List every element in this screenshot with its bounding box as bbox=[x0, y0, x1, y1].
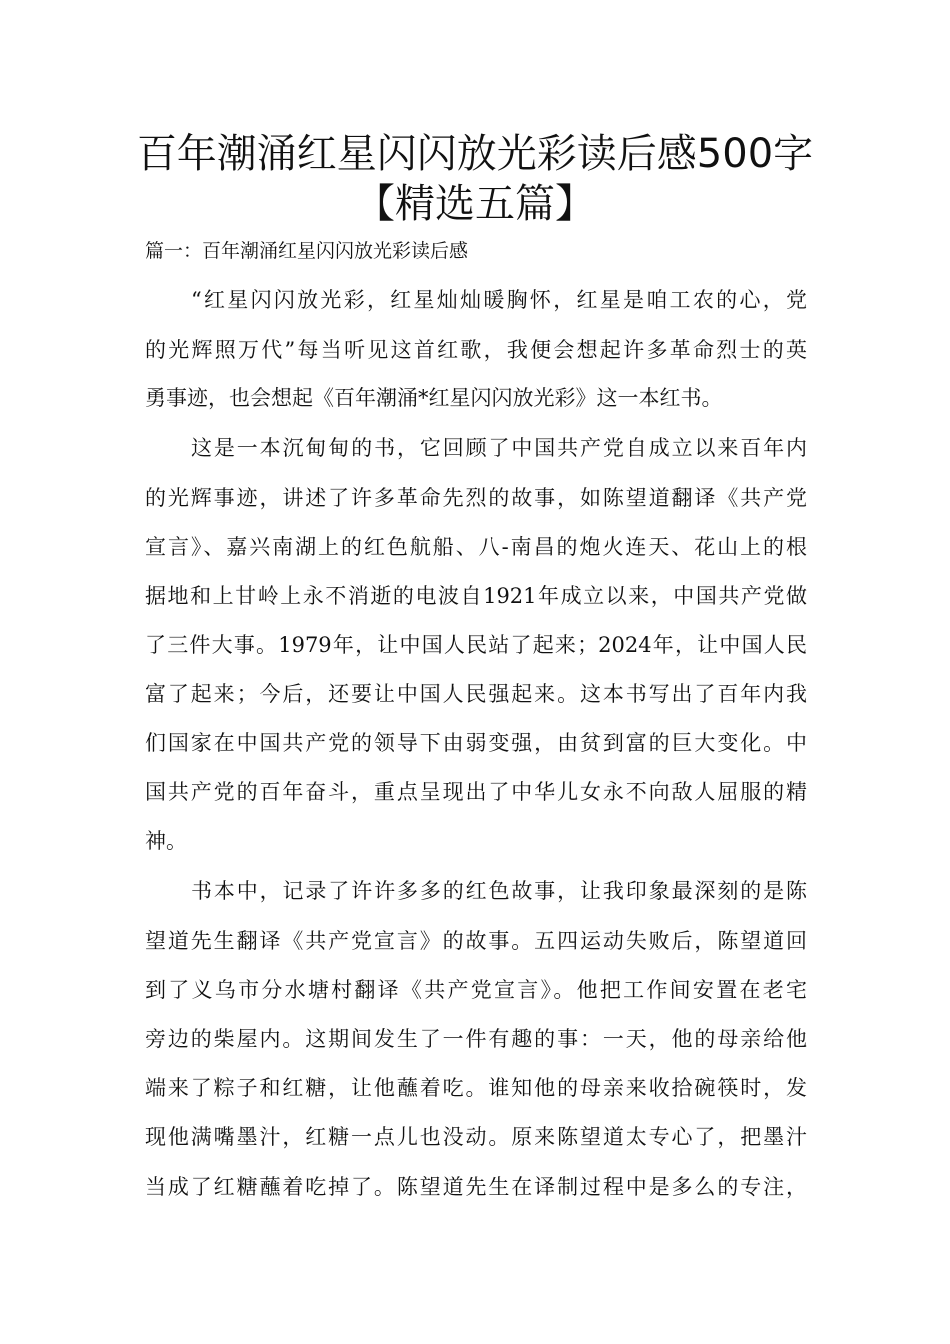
paragraph-2-line-1: 这是一本沉甸甸的书，它回顾了中国共产党自成立以来百年内 bbox=[191, 436, 807, 460]
paragraph-3-line-4: 旁边的柴屋内。这期间发生了一件有趣的事：一天，他的母亲给他 bbox=[145, 1027, 807, 1051]
paragraph-3-line-3: 到了义乌市分水塘村翻译《共产党宣言》。他把工作间安置在老宅 bbox=[145, 978, 807, 1002]
paragraph-1-line-2: 的光辉照万代”每当听见这首红歌，我便会想起许多革命烈士的英 bbox=[145, 338, 807, 362]
paragraph-1-line-1: “红星闪闪放光彩，红星灿灿暖胸怀，红星是咱工农的心，党 bbox=[191, 288, 807, 312]
paragraph-3-line-7: 当成了红糖蘸着吃掉了。陈望道先生在译制过程中是多么的专注， bbox=[145, 1175, 807, 1199]
section-heading: 篇一：百年潮涌红星闪闪放光彩读后感 bbox=[145, 240, 469, 262]
paragraph-3-line-6: 现他满嘴墨汁，红糖一点儿也没动。原来陈望道太专心了，把墨汁 bbox=[145, 1125, 807, 1149]
paragraph-2-line-9: 神。 bbox=[145, 829, 187, 853]
paragraph-3-line-5: 端来了粽子和红糖，让他蘸着吃。谁知他的母亲来收拾碗筷时，发 bbox=[145, 1076, 807, 1100]
paragraph-2-line-4: 据地和上甘岭上永不消逝的电波自1921年成立以来，中国共产党做 bbox=[145, 584, 807, 608]
paragraph-2-line-3: 宣言》、嘉兴南湖上的红色航船、八-南昌的炮火连天、花山上的根 bbox=[145, 535, 807, 559]
paragraph-2-line-8: 国共产党的百年奋斗，重点呈现出了中华儿女永不向敌人屈服的精 bbox=[145, 780, 807, 804]
paragraph-3-line-2: 望道先生翻译《共产党宣言》的故事。五四运动失败后，陈望道回 bbox=[145, 929, 807, 953]
paragraph-2-line-5: 了三件大事。1979年，让中国人民站了起来；2024年，让中国人民 bbox=[145, 633, 807, 657]
document-title-line-1: 百年潮涌红星闪闪放光彩读后感500字 bbox=[136, 131, 814, 177]
paragraph-3-line-1: 书本中，记录了许许多多的红色故事，让我印象最深刻的是陈 bbox=[191, 879, 807, 903]
paragraph-2-line-6: 富了起来；今后，还要让中国人民强起来。这本书写出了百年内我 bbox=[145, 682, 807, 706]
paragraph-2-line-7: 们国家在中国共产党的领导下由弱变强，由贫到富的巨大变化。中 bbox=[145, 731, 807, 755]
paragraph-2-line-2: 的光辉事迹，讲述了许多革命先烈的故事，如陈望道翻译《共产党 bbox=[145, 486, 807, 510]
paragraph-1-line-3: 勇事迹，也会想起《百年潮涌*红星闪闪放光彩》这一本红书。 bbox=[145, 386, 723, 410]
document-title-line-2: 【精选五篇】 bbox=[355, 181, 595, 227]
